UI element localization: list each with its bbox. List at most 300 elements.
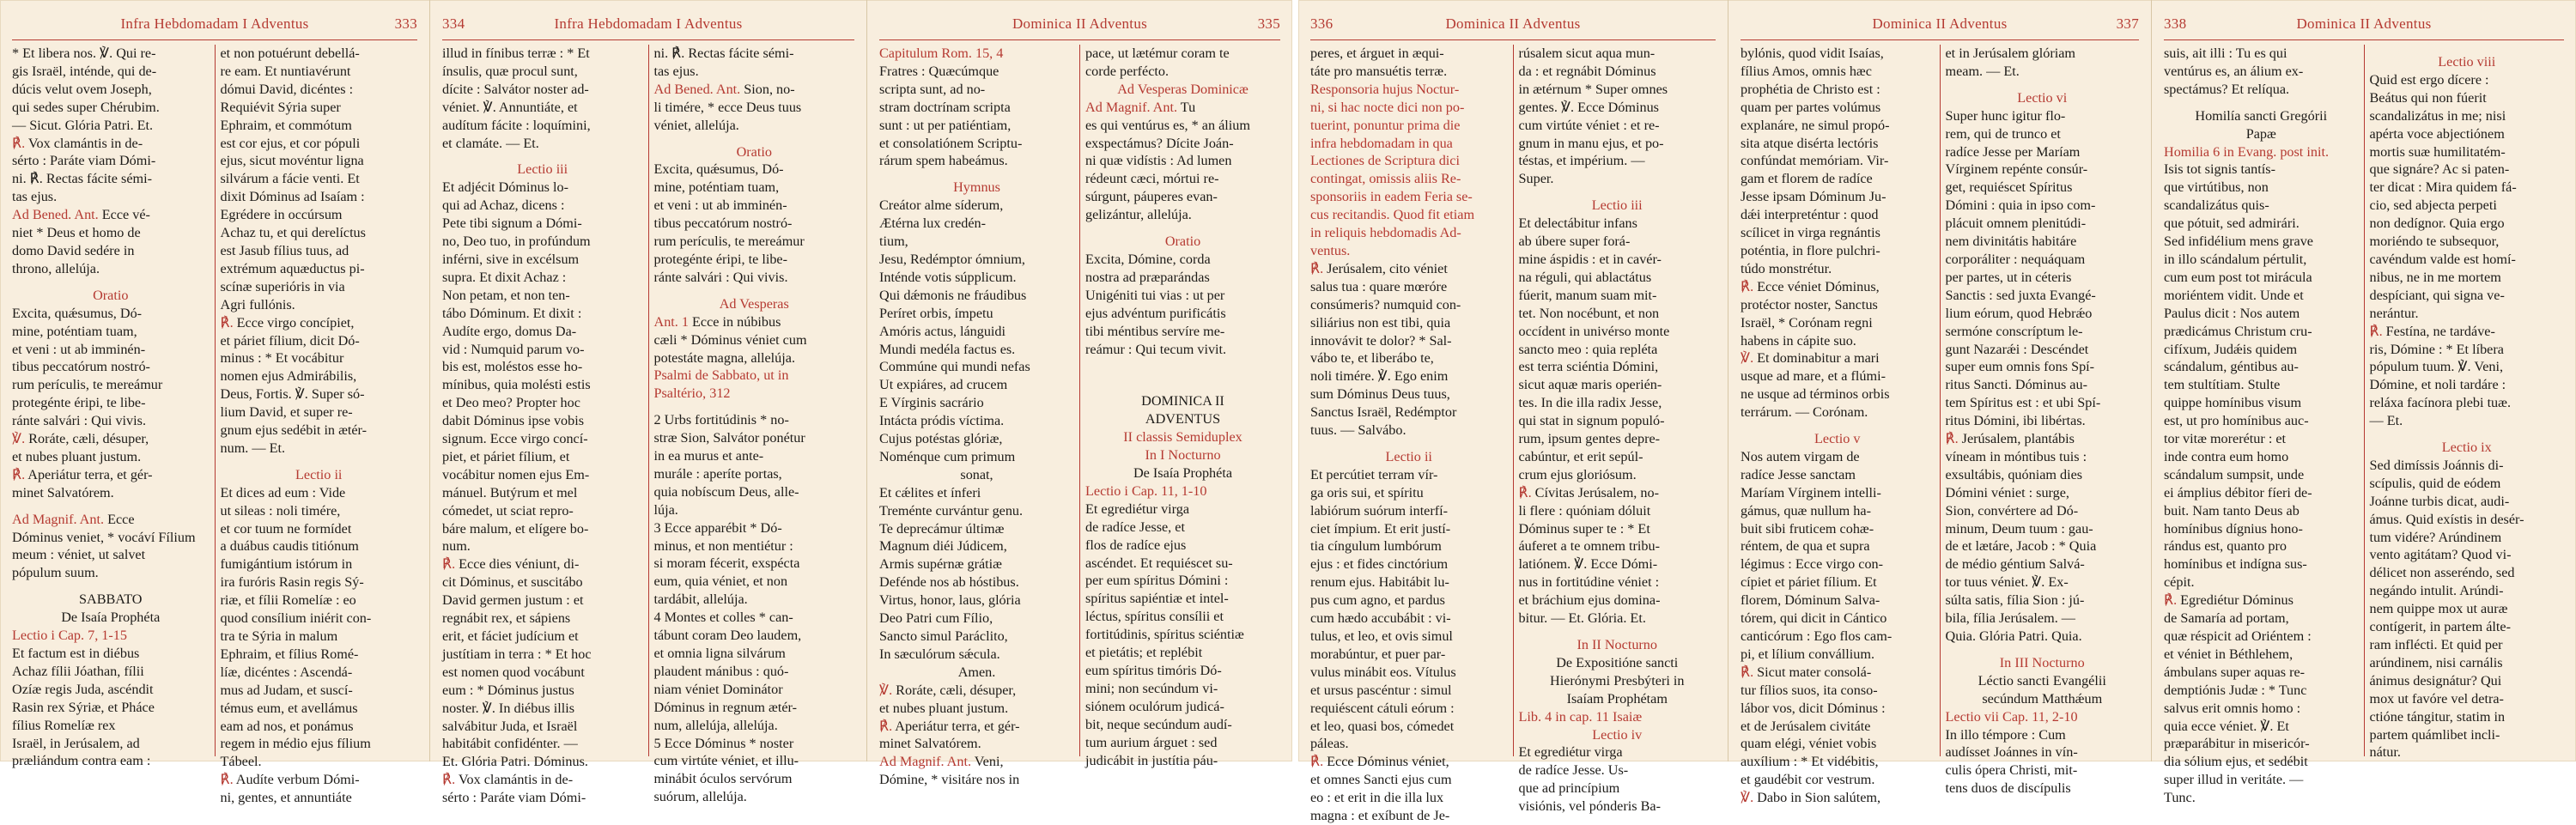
text-line: Treménte curvántur genu. [879, 502, 1024, 519]
text-line: justítiam in terra : * Et hoc [442, 646, 592, 662]
text-line: Dóminus in regnum ætér- [653, 699, 797, 715]
text-line: salvus erit omnis homo : [2164, 700, 2301, 716]
text-line: et omnia ligna silvárum [653, 646, 786, 661]
text-line: Creátor alme síderum, [879, 197, 1004, 214]
text-line: sancto meo : quia repléta [1518, 341, 1658, 357]
text-line: * Et libera nos. ℣. Qui re- [12, 45, 156, 61]
text-line: quia nobíscum Deus, alle- [653, 483, 799, 500]
text-line: mine áspidis : et in cavér- [1518, 251, 1662, 267]
text-line: minet Salvatórem. [879, 736, 981, 752]
text-line: que ad princípium [1518, 780, 1620, 797]
text-line: ejus : et fides cinctórium [1310, 556, 1449, 573]
text-line: Mundi medéla factus es. [879, 341, 1016, 357]
text-line: consúmeris? numquid con- [1310, 296, 1461, 312]
text-line: Lectio vii Cap. 11, 2-10 [1945, 708, 2078, 725]
text-line: gelizántur, allelúja. [1085, 207, 1192, 223]
text-line: bila, fília Jerúsalem. — [1945, 610, 2075, 627]
text-line: ℟. Cívitas Jerúsalem, no- [1518, 484, 1659, 500]
text-line: est cor ejus, et cor pópuli [220, 135, 361, 151]
text-line: supra. Et dixit Achaz : [442, 269, 567, 285]
text-line: sicut aquæ maris operién- [1518, 377, 1662, 393]
text-line: et clamáte. — Et. [442, 135, 539, 151]
text-line: per partes, ut in céteris [1945, 269, 2072, 285]
text-line: scínæ superióris in via [220, 278, 345, 294]
text-line: suis, ait illi : Tu es qui [2164, 45, 2287, 61]
text-line: est terra sciéntia Dómini, [1518, 359, 1659, 375]
text-line: Fratres : Quæcúmque [879, 63, 999, 79]
text-line: partem quámlibet incli- [2369, 726, 2500, 743]
text-line: lúja. [653, 501, 678, 518]
text-line: ris, Dómine : * Et líbera [2369, 341, 2504, 357]
text-line: ránte salvári : Qui vivis. [653, 269, 788, 285]
text-line: Lectio ii [295, 466, 343, 482]
text-line: ℟. Festína, ne tardáve- [2369, 323, 2495, 339]
text-line: sum Dóminus Deus tuus, [1310, 386, 1450, 403]
text-line: Et egrediétur virga [1085, 500, 1190, 517]
text-line: Et factum est in diébus [12, 646, 140, 661]
text-line: magna : et exíbunt de Je- [1310, 808, 1450, 824]
text-line: eo : et erit in die illa lux [1310, 790, 1444, 806]
text-line: despíciant, qui signa ve- [2369, 287, 2505, 303]
text-line: et nubes pluant justum. [12, 448, 142, 464]
text-line: regnábit rex, et sápiens [442, 610, 571, 627]
text-line: quam per partes volúmus [1741, 99, 1881, 115]
text-line: da : et regnábit Dóminus [1518, 63, 1656, 79]
text-column [2164, 45, 2364, 806]
text-line: tardábit, allelúja. [653, 591, 748, 608]
text-line: spectámus? Et relíqua. [2164, 81, 2290, 97]
text-line: qui sedes super Chérubim. [12, 99, 160, 115]
text-column [648, 45, 855, 805]
text-line: báre malum, et elígere bo- [442, 520, 589, 537]
text-line: et ursus pascéntur : simul [1310, 682, 1452, 698]
text-line: ei ámplius débitor fíeri de- [2164, 484, 2312, 500]
text-line: Ad Bened. Ant. Sion, no- [653, 81, 795, 97]
text-line: ritus Dómini, ibi libértas. [1945, 413, 2086, 429]
text-column [1741, 45, 1940, 806]
text-line: pace, ut lætémur coram te [1085, 45, 1230, 61]
text-line: flos de radíce ejus [1085, 537, 1187, 553]
text-line: mánuel. Butýrum et mel [442, 484, 578, 500]
text-line: num. [442, 538, 471, 555]
text-line: eum : * Dóminus justus [442, 682, 574, 698]
text-line: qui ad Achaz, dicens : [442, 197, 565, 214]
text-line: De Isaía Prophéta [61, 610, 161, 626]
text-line: Nos autem virgam de [1741, 448, 1860, 464]
text-line: gentes. ℣. Ecce Dóminus [1518, 99, 1659, 115]
text-line: fumigántium istórum in [220, 556, 353, 573]
text-line: noster. ℣. In diébus illis [442, 700, 575, 716]
text-line: Et percútiet terram vír- [1310, 466, 1438, 482]
text-line: Magnum diéi Júdicem, [879, 538, 1007, 555]
text-line: Excita, quǽsumus, Dó- [653, 161, 784, 178]
page-number: 336 [1310, 15, 1334, 32]
text-line: li timére, * ecce Deus tuus [653, 99, 802, 115]
text-line: meum : véniet, ut salvet [12, 547, 146, 563]
text-line: ℟. Aperiátur terra, et gér- [879, 718, 1020, 734]
text-line: erit, et fáciet judícium et [442, 628, 579, 644]
text-line: Lectiones de Scriptura dici [1310, 153, 1460, 169]
text-line: et de Jerúsalem civitáte [1741, 718, 1871, 734]
text-line: tum vidére? Arúndinem [2369, 529, 2502, 545]
text-line: et non potuérunt debellá- [220, 45, 360, 61]
text-column [215, 45, 418, 806]
text-line: sponsoriis in eadem Feria se- [1310, 189, 1473, 205]
text-line: tium, [879, 234, 908, 250]
text-line: tibi méntibus servíre me- [1085, 323, 1225, 339]
text-line: Pete tibi signum a Dómi- [442, 215, 582, 232]
text-line: throno, allelúja. [12, 260, 100, 276]
text-line: spíritus sapiéntiæ et intel- [1085, 591, 1229, 607]
text-line: ℣. Roráte, cæli, désuper, [879, 682, 1017, 698]
text-line: ámus. Quid exístis in desér- [2369, 511, 2524, 527]
text-line: audísset Joánnes in vín- [1945, 744, 2078, 761]
text-line: eam ad nos, et ponámus [220, 718, 354, 734]
text-line: tulus, et leo, et ovis simul [1310, 628, 1453, 644]
text-line: protéctor noster, Sanctus [1741, 296, 1878, 312]
text-line: rum perículis, te mereámur [653, 234, 805, 250]
text-line: víneam in móntibus tuis : [1945, 448, 2087, 464]
text-line: præliándum contra eam : [12, 753, 151, 769]
text-line: pus cum agno, et pardus [1310, 592, 1445, 609]
text-line: Ad Magnif. Ant. Tu [1085, 99, 1196, 115]
text-line: mus ad Judam, et suscí- [220, 682, 353, 698]
text-line: gámus, quæ nullum ha- [1741, 502, 1871, 519]
text-line: dia sólium ejus, et sedébit [2164, 754, 2308, 770]
text-line: Deus, Fortis. ℣. Super só- [220, 386, 365, 403]
text-line: cabúntur, et erit sepúl- [1518, 448, 1643, 464]
text-line: nem quippe mox ut auræ [2369, 601, 2508, 617]
text-line: Jesse ipsam Dóminum Ju- [1741, 189, 1886, 205]
text-line: cómedet, ut sciat repro- [442, 502, 574, 519]
text-line: ℟. Jerúsalem, plantábis [1945, 431, 2075, 447]
text-line: Ephraim, et commótum [220, 117, 352, 133]
text-line: siónem oculórum judicá- [1085, 698, 1224, 714]
text-line: piet, et páriet fílium, et [442, 448, 570, 464]
text-line: Rasin rex Sýriæ, et Pháce [12, 699, 155, 715]
text-line: Hymnus [953, 179, 1000, 196]
text-line: Isaíam Prophétam [1566, 690, 1668, 707]
text-line: est Jasub fílius tuus, ad [220, 242, 349, 258]
text-line: sunt : ut per patiéntiam, [879, 117, 1012, 133]
running-title: Dominica II Adventus [2296, 15, 2432, 32]
text-line: ut sileas : noli timére, [220, 502, 341, 519]
text-line: extrémum aquæductus pi- [220, 260, 365, 276]
text-line: Paulus dicit : Nos autem [2164, 305, 2300, 321]
text-line: lábor vos, dicit Dóminus : [1741, 700, 1886, 716]
text-line: ínsulis, quæ procul sunt, [442, 63, 578, 79]
text-line: cum virtúte véniet, et illu- [653, 753, 799, 769]
text-line: DOMINICA II [1141, 393, 1224, 409]
text-line: Papæ [2245, 125, 2276, 142]
text-line: riæ, et fílii Romelíæ : eo [220, 592, 356, 609]
text-line: tum aurium árguet : sed [1085, 734, 1218, 750]
text-line: Excita, Dómine, corda [1085, 251, 1211, 267]
text-line: et gaudébit cor vestrum. [1741, 772, 1875, 788]
text-line: mínibus, quia molésti estis [442, 377, 591, 393]
running-title: Infra Hebdomadam I Adventus [120, 15, 309, 32]
text-line: gunt Nazarǽi : Descéndet [1945, 341, 2089, 357]
text-line: num, allelúja, allelúja. [653, 717, 778, 733]
text-line: Vírginem repénte consúr- [1945, 161, 2088, 178]
text-line: ℟. Sicut mater consolá- [1741, 664, 1872, 680]
page-337 [1728, 0, 2151, 806]
text-line: habitábit confidénter. — [442, 736, 578, 752]
text-line: Períret orbis, ímpetu [879, 305, 993, 321]
text-line: — Sicut. Glória Patri. Et. [12, 117, 154, 133]
text-line: quæ réspicit ad Oriéntem : [2164, 628, 2312, 644]
text-line: et páriet fílium, dicit Dó- [220, 332, 360, 349]
text-line: Oratio [736, 143, 772, 160]
text-line: no, Deo tuo, in profúndum [442, 234, 591, 250]
text-line: protegénte éripi, te libe- [653, 251, 788, 267]
text-line: Tunc. [2164, 790, 2196, 806]
page-333 [0, 0, 429, 806]
text-line: Jesu, Redémptor ómnium, [879, 251, 1025, 267]
text-line: Et egrediétur virga [1518, 744, 1623, 761]
text-line: num. — Et. [220, 440, 286, 456]
text-line: lium David, et super re- [220, 404, 353, 421]
text-line: requiéscent cátuli eórum : [1310, 700, 1455, 716]
text-line: a duábus caudis titiónum [220, 538, 359, 555]
text-line: sonat, [960, 466, 993, 482]
text-line: nostra ad præparándas [1085, 269, 1210, 285]
text-line: fílius Romelíæ rex [12, 717, 116, 733]
text-line: Non petam, et non ten- [442, 287, 570, 303]
text-line: Et adjécit Dóminus lo- [442, 179, 569, 196]
text-line: dícite : Salvátor noster ad- [442, 81, 589, 97]
page-number: 338 [2164, 15, 2187, 32]
text-line: tábo Dóminum. Et dixit : [442, 305, 582, 321]
text-line: mox ut favóre vel detra- [2369, 690, 2504, 707]
text-line: scílicet in virga regnántis [1741, 225, 1880, 241]
text-line: eum, quia véniet, et non [653, 573, 788, 590]
text-line: et omnes Sancti ejus cum [1310, 772, 1452, 788]
text-line: culis ópera Christi, mit- [1945, 762, 2078, 779]
text-line: tórem, qui dicit in Cántico [1741, 610, 1887, 627]
text-line: tibus peccatórum nostró- [12, 359, 150, 375]
text-line: 4 Montes et colles * can- [653, 610, 793, 626]
text-line: Sanctus Israël, Redémptor [1310, 404, 1457, 421]
text-line: demptiónis Judæ : * Tunc [2164, 682, 2307, 698]
text-line: gis Israël, inténde, qui de- [12, 63, 157, 79]
text-line: rédeunt cæci, mórtui re- [1085, 171, 1219, 187]
text-line: est, ut pro homínibus auc- [2164, 413, 2309, 429]
text-line: morabúntur, et puer par- [1310, 646, 1446, 662]
text-line: cépit. [2164, 574, 2195, 591]
text-line: ℟. Audíte verbum Dómi- [220, 772, 360, 788]
text-line: minábit óculos servórum [653, 771, 793, 787]
text-line: inférni, sive in excélsum [442, 251, 580, 267]
text-line: 3 Ecce apparébit * Dó- [653, 519, 782, 536]
text-line: præparábitur in misericór- [2164, 736, 2310, 752]
text-line: ni, si hac nocte dici non po- [1310, 99, 1465, 115]
text-line: Lectio ii [1385, 448, 1432, 464]
text-line: siliárius non est tibi, quia [1310, 314, 1451, 331]
text-line: contingat, omissis aliis Re- [1310, 171, 1461, 187]
text-line: minus, et non mentiétur : [653, 537, 793, 554]
text-line: buit. Nam tanto Deus ab [2164, 502, 2300, 519]
text-line: cus recitandis. Quod fit etiam [1310, 207, 1475, 223]
text-line: Sion, convértere ad Dó- [1945, 502, 2079, 519]
text-line: Agri fullónis. [220, 296, 295, 312]
text-line: tur fílios suos, ita conso- [1741, 682, 1878, 698]
text-line: rem, qui de trunco et [1945, 125, 2061, 142]
text-line: David germen justum : et [442, 592, 584, 609]
text-line: súrgunt, páuperes evan- [1085, 189, 1218, 205]
text-line: nerántur. [2369, 305, 2419, 321]
text-line: tor tuus véniet. ℣. Ex- [1945, 574, 2069, 591]
text-line: tas ejus. [12, 189, 58, 205]
text-line: SABBATO [79, 591, 143, 608]
text-line: latiónem. ℣. Ecce Dómi- [1518, 556, 1658, 573]
text-line: Lectio iii [1591, 197, 1643, 214]
text-line: cæli * Dóminus véniet cum [653, 331, 807, 348]
text-line: vocábitur nomen ejus Em- [442, 466, 590, 482]
text-line: radíce Jesse sanctam [1741, 466, 1856, 482]
text-line: niet * Deus et homo de [12, 225, 141, 241]
text-line: canticórum : Ego flos cam- [1741, 628, 1893, 644]
text-line: Homilía sancti Gregórii [2195, 107, 2328, 124]
text-line: labiórum suórum interfí- [1310, 502, 1449, 519]
text-line: scándalum sumpsit, unde [2164, 466, 2305, 482]
text-line: et véniet in Béthlehem, [2164, 646, 2293, 662]
text-line: Ad Vesperas Dominicæ [1117, 81, 1249, 97]
text-line: 5 Ecce Dóminus * noster [653, 735, 794, 751]
text-line: tibus peccatórum nostró- [653, 215, 793, 232]
text-line: Cujus potéstas glóriæ, [879, 431, 1003, 447]
text-line: tia cíngulum lumbórum [1310, 538, 1442, 555]
text-line: homínibus dígnius hono- [2164, 520, 2303, 537]
text-line: florem, Dóminum Salva- [1741, 592, 1880, 609]
text-line: Lectio iv [1592, 726, 1643, 743]
text-line: Audíte ergo, domus Da- [442, 323, 577, 339]
text-line: ℟. Ecce véniet Dóminus, [1741, 278, 1880, 294]
text-line: bylónis, quod vidit Isaías, [1741, 45, 1884, 61]
text-line: cit Dóminus, et suscitábo [442, 574, 583, 591]
text-line: signum. Ecce virgo concí- [442, 431, 588, 447]
text-line: táte pro mansuétis terræ. [1310, 63, 1448, 79]
text-line: ni. ℟. Rectas fácite sémi- [12, 171, 152, 187]
text-line: cum hædo accubábit : vi- [1310, 610, 1451, 627]
text-line: tuerint, ponuntur prima die [1310, 117, 1461, 133]
text-line: líæ, dicéntes : Ascendá- [220, 664, 353, 680]
text-line: Dómine, et noli tardáre : [2369, 377, 2506, 393]
text-line: plaudent mánibus : quó- [653, 663, 789, 679]
text-line: Egrédere in occúrsum [220, 207, 343, 223]
text-line: In II Nocturno [1577, 637, 1657, 652]
page-number: 337 [2116, 15, 2139, 32]
text-line: ni quæ vidístis : Ad lumen [1085, 153, 1232, 169]
running-header [879, 12, 1280, 40]
text-line: Dómini véniet : surge, [1945, 484, 2069, 500]
text-line: Qui dǽmonis ne fráudibus [879, 287, 1027, 303]
text-line: Lib. 4 in cap. 11 Isaiæ [1518, 708, 1643, 725]
text-line: nus in fortitúdine véniet : [1518, 574, 1660, 591]
running-title: Infra Hebdomadam I Adventus [554, 15, 743, 32]
text-line: et veni : ut ab imminén- [12, 341, 146, 357]
text-line: Amóris actus, lánguidi [879, 323, 1006, 339]
text-line: gam et florem de radíce [1741, 171, 1873, 187]
text-line: ga oris sui, et spíritu [1310, 484, 1424, 500]
text-line: E Vírginis sacrário [879, 395, 984, 411]
text-line: dúcis velut ovem Joseph, [12, 81, 152, 97]
text-line: minet Salvatórem. [12, 484, 114, 500]
text-line: re eam. Et nuntiavérunt [220, 63, 351, 79]
text-line: illud in fínibus terræ : * Et [442, 45, 590, 61]
text-line: confúndat memóriam. Vir- [1741, 153, 1889, 169]
text-line: ab úbere super forá- [1518, 234, 1631, 250]
text-line: rúsalem sicut aqua mun- [1518, 45, 1656, 61]
text-line: visiónis, vel pónderis Ba- [1518, 798, 1661, 815]
text-line: ℟. Ecce virgo concípiet, [220, 314, 355, 331]
text-line: Excita, quǽsumus, Dó- [12, 305, 143, 321]
text-line: quam elégi, véniet vobis [1741, 736, 1877, 752]
text-line: scípulis, quid de eódem [2369, 475, 2501, 491]
text-line: ránte salvári : Qui vivis. [12, 413, 146, 429]
text-line: Lectio i Cap. 7, 1-15 [12, 628, 127, 644]
text-line: in ætérnum * Super omnes [1518, 81, 1668, 97]
text-line: de et lætáre, Jacob : * Quia [1945, 538, 2097, 555]
text-line: Lectio v [1814, 431, 1861, 447]
text-line: secúndum Matthǽum [1982, 690, 2103, 707]
text-line: est nomen quod vocábunt [442, 664, 585, 680]
text-line: In I Nocturno [1145, 447, 1221, 464]
text-line: silvárum a fácie venti. Et [220, 171, 360, 187]
text-line: inde contra eum homo [2164, 448, 2289, 464]
text-line: délicet non asseréndo, sed [2369, 565, 2515, 581]
text-line: Commúne qui mundi nefas [879, 359, 1030, 375]
text-line: témus eum, et avellámus [220, 700, 358, 716]
text-line: In III Nocturno [1999, 654, 2085, 670]
text-line: domo David sedére in [12, 242, 135, 258]
text-line: ℟. Aperiátur terra, et gér- [12, 466, 153, 482]
text-line: ni. ℟. Rectas fácite sémi- [653, 45, 794, 61]
text-line: sérto : Paráte viam Dómi- [12, 153, 156, 169]
text-line: Requiévit Sýria super [220, 99, 341, 115]
text-line: Deo Patri cum Fílio, [879, 610, 993, 627]
text-line: vid : Numquid parum vo- [442, 341, 585, 357]
text-line: tes. In die illa radix Jesse, [1518, 395, 1662, 411]
text-line: ira furóris Rasin regis Sý- [220, 574, 364, 591]
text-line: Lectio iii [517, 161, 568, 178]
text-line: occídent in univérso monte [1518, 323, 1670, 339]
text-line: Sancto simul Paráclito, [879, 628, 1008, 644]
page-335 [866, 0, 1292, 788]
text-line: Achaz fílii Jóathan, fílii [12, 663, 144, 679]
text-line: et in Jerúsalem glóriam [1945, 45, 2075, 61]
text-line: scripta sunt, ad no- [879, 81, 986, 97]
text-line: corde perfécto. [1085, 63, 1170, 79]
breviary-spread-right [1298, 0, 2576, 824]
text-line: Dóminus super te : * Et [1518, 520, 1650, 537]
page-number: 335 [1257, 15, 1280, 32]
text-line: quippe homínibus visum [2164, 395, 2302, 411]
text-line: Tábeel. [220, 754, 262, 770]
text-line: mortis suæ humilitatém- [2369, 143, 2506, 160]
text-line: cavéndum valde est homí- [2369, 251, 2516, 267]
text-line: Te deprecámur últimæ [879, 520, 1005, 537]
text-line: in illo scándalum pértulit, [2164, 251, 2307, 267]
text-line: salvábitur Juda, et Israël [442, 718, 578, 734]
text-line: meam. — Et. [1945, 63, 2020, 79]
text-line: potestáte magna, allelúja. [653, 349, 796, 366]
text-line: innovávit te dolor? * Sal- [1310, 332, 1452, 349]
text-line: et cor tuum ne formídet [220, 520, 352, 537]
page-number: 333 [394, 15, 417, 32]
text-line: plácuit omnem plenitúdi- [1945, 215, 2087, 232]
text-line: ℟. Jerúsalem, cito véniet [1310, 260, 1448, 276]
